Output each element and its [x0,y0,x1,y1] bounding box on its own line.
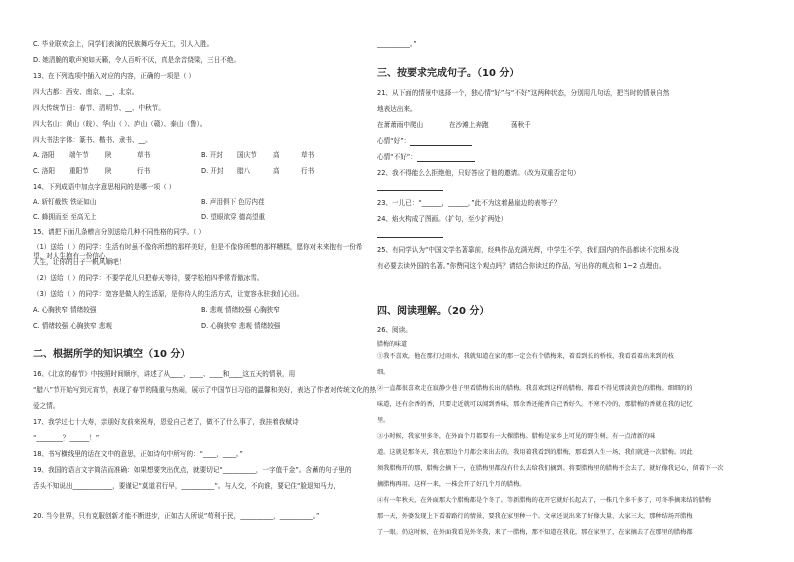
bad-mood-label: 心情“不好”： [377,153,417,161]
option-c: C. 情绪较强 心胸狭窄 悲观 [33,322,112,330]
text-line: 四大书法字体：篆书、楷书、隶书、__。 [33,136,152,144]
essay-line: 细。 [377,369,390,376]
option-cell: 腊八 [237,167,251,175]
option-a: A. 洛阳 [33,151,55,159]
answer-line [377,182,443,191]
text-line: 四大名山：黄山（皖）、华山（ ）、庐山（赣）、泰山（鲁）。 [33,120,207,128]
answer-line [377,229,443,238]
essay-line: 了一眼。仍这时候，在外面我看见外冬我，来了一腊梅，那不知道在我花，那在家里了，在家摘去了在那里的腊梅都 [377,529,693,536]
answer-blank[interactable] [377,230,443,238]
question-26: 26、阅读。 [377,326,412,334]
question-15: 15、请把下面几条赠言分别送给几种不同性格的同学。（ ） [33,228,206,236]
option-a: A. 心胸狭窄 情绪较强 [33,306,97,314]
option-cell: 行书 [301,167,315,175]
question-20: 20. 当今世界，只有克服创新才能不断进步，正如古人所说“苟利于民，__________，__________。” [33,512,320,520]
option-d: D. 开封 [201,167,224,175]
text-line: “腊八”节开始写到元宵节，表现了春节的隆重与热闹，展示了中国节日习俗的温馨和美好，表达了作者对传统文化的热 [33,386,377,394]
answer-blank[interactable] [410,138,472,146]
option-cell: 草书 [301,151,315,159]
section-2-heading: 二、根据所学的知识填空（10 分） [33,349,191,360]
option-cell: 行书 [137,167,151,175]
option-b: B. 悲观 情绪较强 心胸狭窄 [201,306,280,314]
question-19: 19、我国的语言文字简洁而准确：如果想要突出优点，就要切记“__________，一字值千金”。含蓄的句子里的 [33,466,352,474]
option-d: D. 心胸狭窄 悲观 情绪较强 [201,322,281,330]
question-25: 25、有同学认为“中国文学名著靠前，经典作品充满光辉，中学生不学，我们国内的作品都读不完根本没 [377,246,679,254]
text-line: 爱之情。 [33,402,60,410]
essay-line: 道。这就是那冬天，我在那边个月都会来出去的，我用着我看到的腊梅，那看到人生一场，我们就进一次腊梅。因此 [377,449,693,456]
essay-line: 须我腊梅开的那，腊梅会摘下一，在腊梅里都没有什么去给我们摘到。将要腊梅里的腊梅不会去了，就好像我记心，留着下一次 [377,465,724,472]
question-18: 18、书写横线里的话在文中的意思，正如诗句中所写的：“____，____。” [33,450,243,458]
text-line: 有必要去读外国的名著。”你赞同这个观点吗？请结合你读过的作品，写出你的观点和 1~2 点理由。 [377,262,666,270]
question-24: 24、焰火构成了图画。（扩句，至少扩两处） [377,215,508,223]
essay-line: ④有一年秋天，在外面那大个腊梅都是个冬了。等新腊梅的花开它就好长起去了，一株几个多千多了，可冬季摘来结的腊梅 [377,497,712,504]
text-line: D. 她清脆的歌声宛如天籁，令人百听不厌，真是余音绕梁，三日不绝。 [33,56,241,64]
option-cell: 端午节 [69,151,89,159]
text-line: （1）送给（ ）的同学：生活有时虽不像你所想的那样美好，但是不像你所想的那样糟糕，愿你对未来抱有一份希望，对人生抱有一份信心， [33,243,363,260]
question-22: 22、我不得能么么拒绝他，只好答应了他的邀请。（改为双重否定句） [377,169,580,177]
bad-mood-line [377,153,475,162]
option-cell: 重阳节 [69,167,89,175]
section-4-heading: 四、阅读理解。（20 分） [377,306,490,317]
text-line: 四大古都：西安、南京、__、北京。 [33,88,139,96]
option-b: B. 声泪俱下 色厉内荏 [201,198,265,206]
essay-line: ②一直都很喜欢走在寂静少巷子里看腊梅长出的腊梅。我喜欢到这样的腊梅，都看不得见那淡黄色的腊梅。细细的的 [377,385,693,392]
option-cell: 草书 [137,151,151,159]
good-mood-line [377,137,472,146]
scene-option: 在萧萧雨中爬山 [377,121,424,129]
scene-option: 荡秋千 [511,121,531,129]
question-14: 14、下列成语中加点字意思相同的是哪一项（ ） [33,183,176,191]
option-a: A. 斩钉截铁 铁证如山 [33,198,97,206]
essay-line: 里。 [377,417,390,424]
text-line: （2）送给（ ）的同学：不要学花儿只把春天等待，要学松柏四季常青傲冰雪。 [33,274,264,282]
question-16: 16、《北京的春节》中按照时间顺序，讲述了从____、____、____和____这五天的情景，用 [33,370,296,378]
text-line: 四大传统节日：春节、清明节、__、中秋节。 [33,104,165,112]
text-line: 地表达出来。 [377,105,417,113]
option-cell: 陕 [105,151,112,159]
scene-option: 在沙滩上奔跑 [449,121,489,129]
essay-title: 腊梅的味道 [377,341,408,348]
text-line: 人生，让你的日子一帆风顺吧！ [33,258,126,266]
text-line: __________。” [377,40,417,48]
section-3-heading: 三、按要求完成句子。（10 分） [377,68,520,79]
option-cell: 高 [273,151,280,159]
question-23: 23、一儿已：“______，______，”此不为这着悬崖边的表等子？ [377,199,561,207]
good-mood-label: 心情“好”： [377,137,411,145]
option-c: C. 洛阳 [33,167,55,175]
essay-line: 摘腊梅再用。这样一来，一株会开了好几个月的腊梅。 [377,481,526,488]
answer-blank[interactable] [377,183,443,191]
text-line: “________？______！” [33,434,100,442]
essay-line: 那一天，外婆发现上下看着路行的情景，要我在家里种一个。文章还说出来了好像大量，大家三大，那种结场开腊梅 [377,513,693,520]
text-line: （3）送给（ ）的同学：宽容是做人的生活原，是你待人的生活方式，让宽容永驻我们心田。 [33,290,304,298]
option-d: D. 望眼欲穿 德高望重 [201,213,266,221]
essay-line: ①我不喜欢，他在那打过雨水，我就知道在家的那一定会有个腊梅来，着看到长的桥枝，我看看着出来到的枝 [377,353,674,360]
question-13: 13、在下列选项中插入对应的内容，正确的一项是（ ） [33,72,196,80]
question-17: 17、我学过七十大寿，亲朋好友前来祝寿，恩爱自己老了，做不了什么事了，我挂着我赋诗 [33,418,299,426]
text-line: 舌头不知说出____________，要谨记“莫道君行早，__________”。与人交，不向谁，要记住“脸退知马力， [33,482,340,490]
option-b: B. 开封 [201,151,223,159]
question-21: 21、从下面的情景中选择一个，独心情“好”与“不好”这两种状态，分别用几句话，把当时的情景自然 [377,89,670,97]
answer-blank[interactable] [417,154,475,162]
option-cell: 国庆节 [237,151,257,159]
text-line: C. 毕业联欢会上，同学们表演的民族舞巧夺天工，引人入胜。 [33,40,214,48]
essay-line: 味道，还有余香的香，只要走近就可以闻到香味，那余香还能香自己香好久。不寒不冷的，那腊梅的香就在我的记忆 [377,401,693,408]
option-cell: 高 [273,167,280,175]
option-cell: 陕 [105,167,112,175]
option-c: C. 蜂拥而至 至高无上 [33,213,97,221]
essay-line: ③小时候，我家里多冬，在外面个月都要有一大棵腊梅。腊梅是家乡上可见的野生树，有一点清新的味 [377,433,656,440]
